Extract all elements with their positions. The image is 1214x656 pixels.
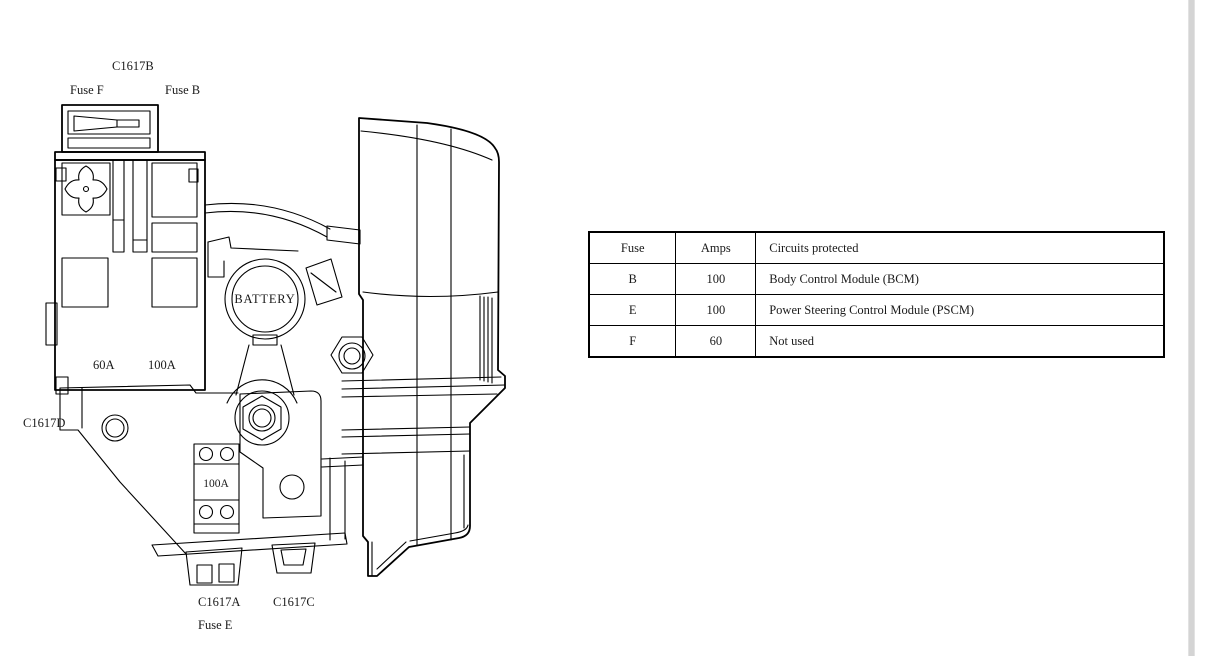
- cell-amps: 100: [676, 264, 756, 295]
- table-row: [589, 295, 1164, 326]
- bottom-rail: [152, 533, 347, 556]
- top-connector: [62, 105, 158, 152]
- column-header-fuse: Fuse: [589, 232, 676, 264]
- column-header-circuits: Circuits protected: [756, 232, 1164, 264]
- cell-circuits: Power Steering Control Module (PSCM): [756, 295, 1164, 326]
- table-header-row: [589, 232, 1164, 264]
- label-c1617d: C1617D: [23, 416, 66, 430]
- fuse-table: [588, 231, 1165, 358]
- column-header-amps: Amps: [676, 232, 756, 264]
- label-fuse-e: Fuse E: [198, 618, 233, 632]
- cell-amps: 100: [676, 295, 756, 326]
- label-c1617b: C1617B: [112, 59, 154, 73]
- label-battery: BATTERY: [234, 292, 296, 306]
- battery-cable: [205, 203, 360, 244]
- label-60a: 60A: [93, 358, 115, 372]
- label-c1617c: C1617C: [273, 595, 315, 609]
- cell-fuse: F: [589, 326, 676, 358]
- fuse-box-body: [46, 152, 205, 394]
- battery-body: [322, 118, 505, 576]
- battery-post: [225, 259, 305, 395]
- label-100a: 100A: [148, 358, 176, 372]
- table-row: [589, 326, 1164, 358]
- fuse-table-container: [588, 231, 1165, 358]
- cell-fuse: B: [589, 264, 676, 295]
- cell-circuits: Not used: [756, 326, 1164, 358]
- label-c1617a: C1617A: [198, 595, 241, 609]
- scrollbar-track[interactable]: [1188, 0, 1195, 656]
- label-fuse-block-100a: 100A: [203, 478, 229, 490]
- label-fuse-f: Fuse F: [70, 83, 104, 97]
- cell-amps: 60: [676, 326, 756, 358]
- cell-fuse: E: [589, 295, 676, 326]
- cell-circuits: Body Control Module (BCM): [756, 264, 1164, 295]
- clover-emblem: [65, 166, 107, 212]
- side-nut: [331, 337, 373, 373]
- table-row: [589, 264, 1164, 295]
- label-fuse-b: Fuse B: [165, 83, 201, 97]
- lower-bracket: [60, 385, 238, 554]
